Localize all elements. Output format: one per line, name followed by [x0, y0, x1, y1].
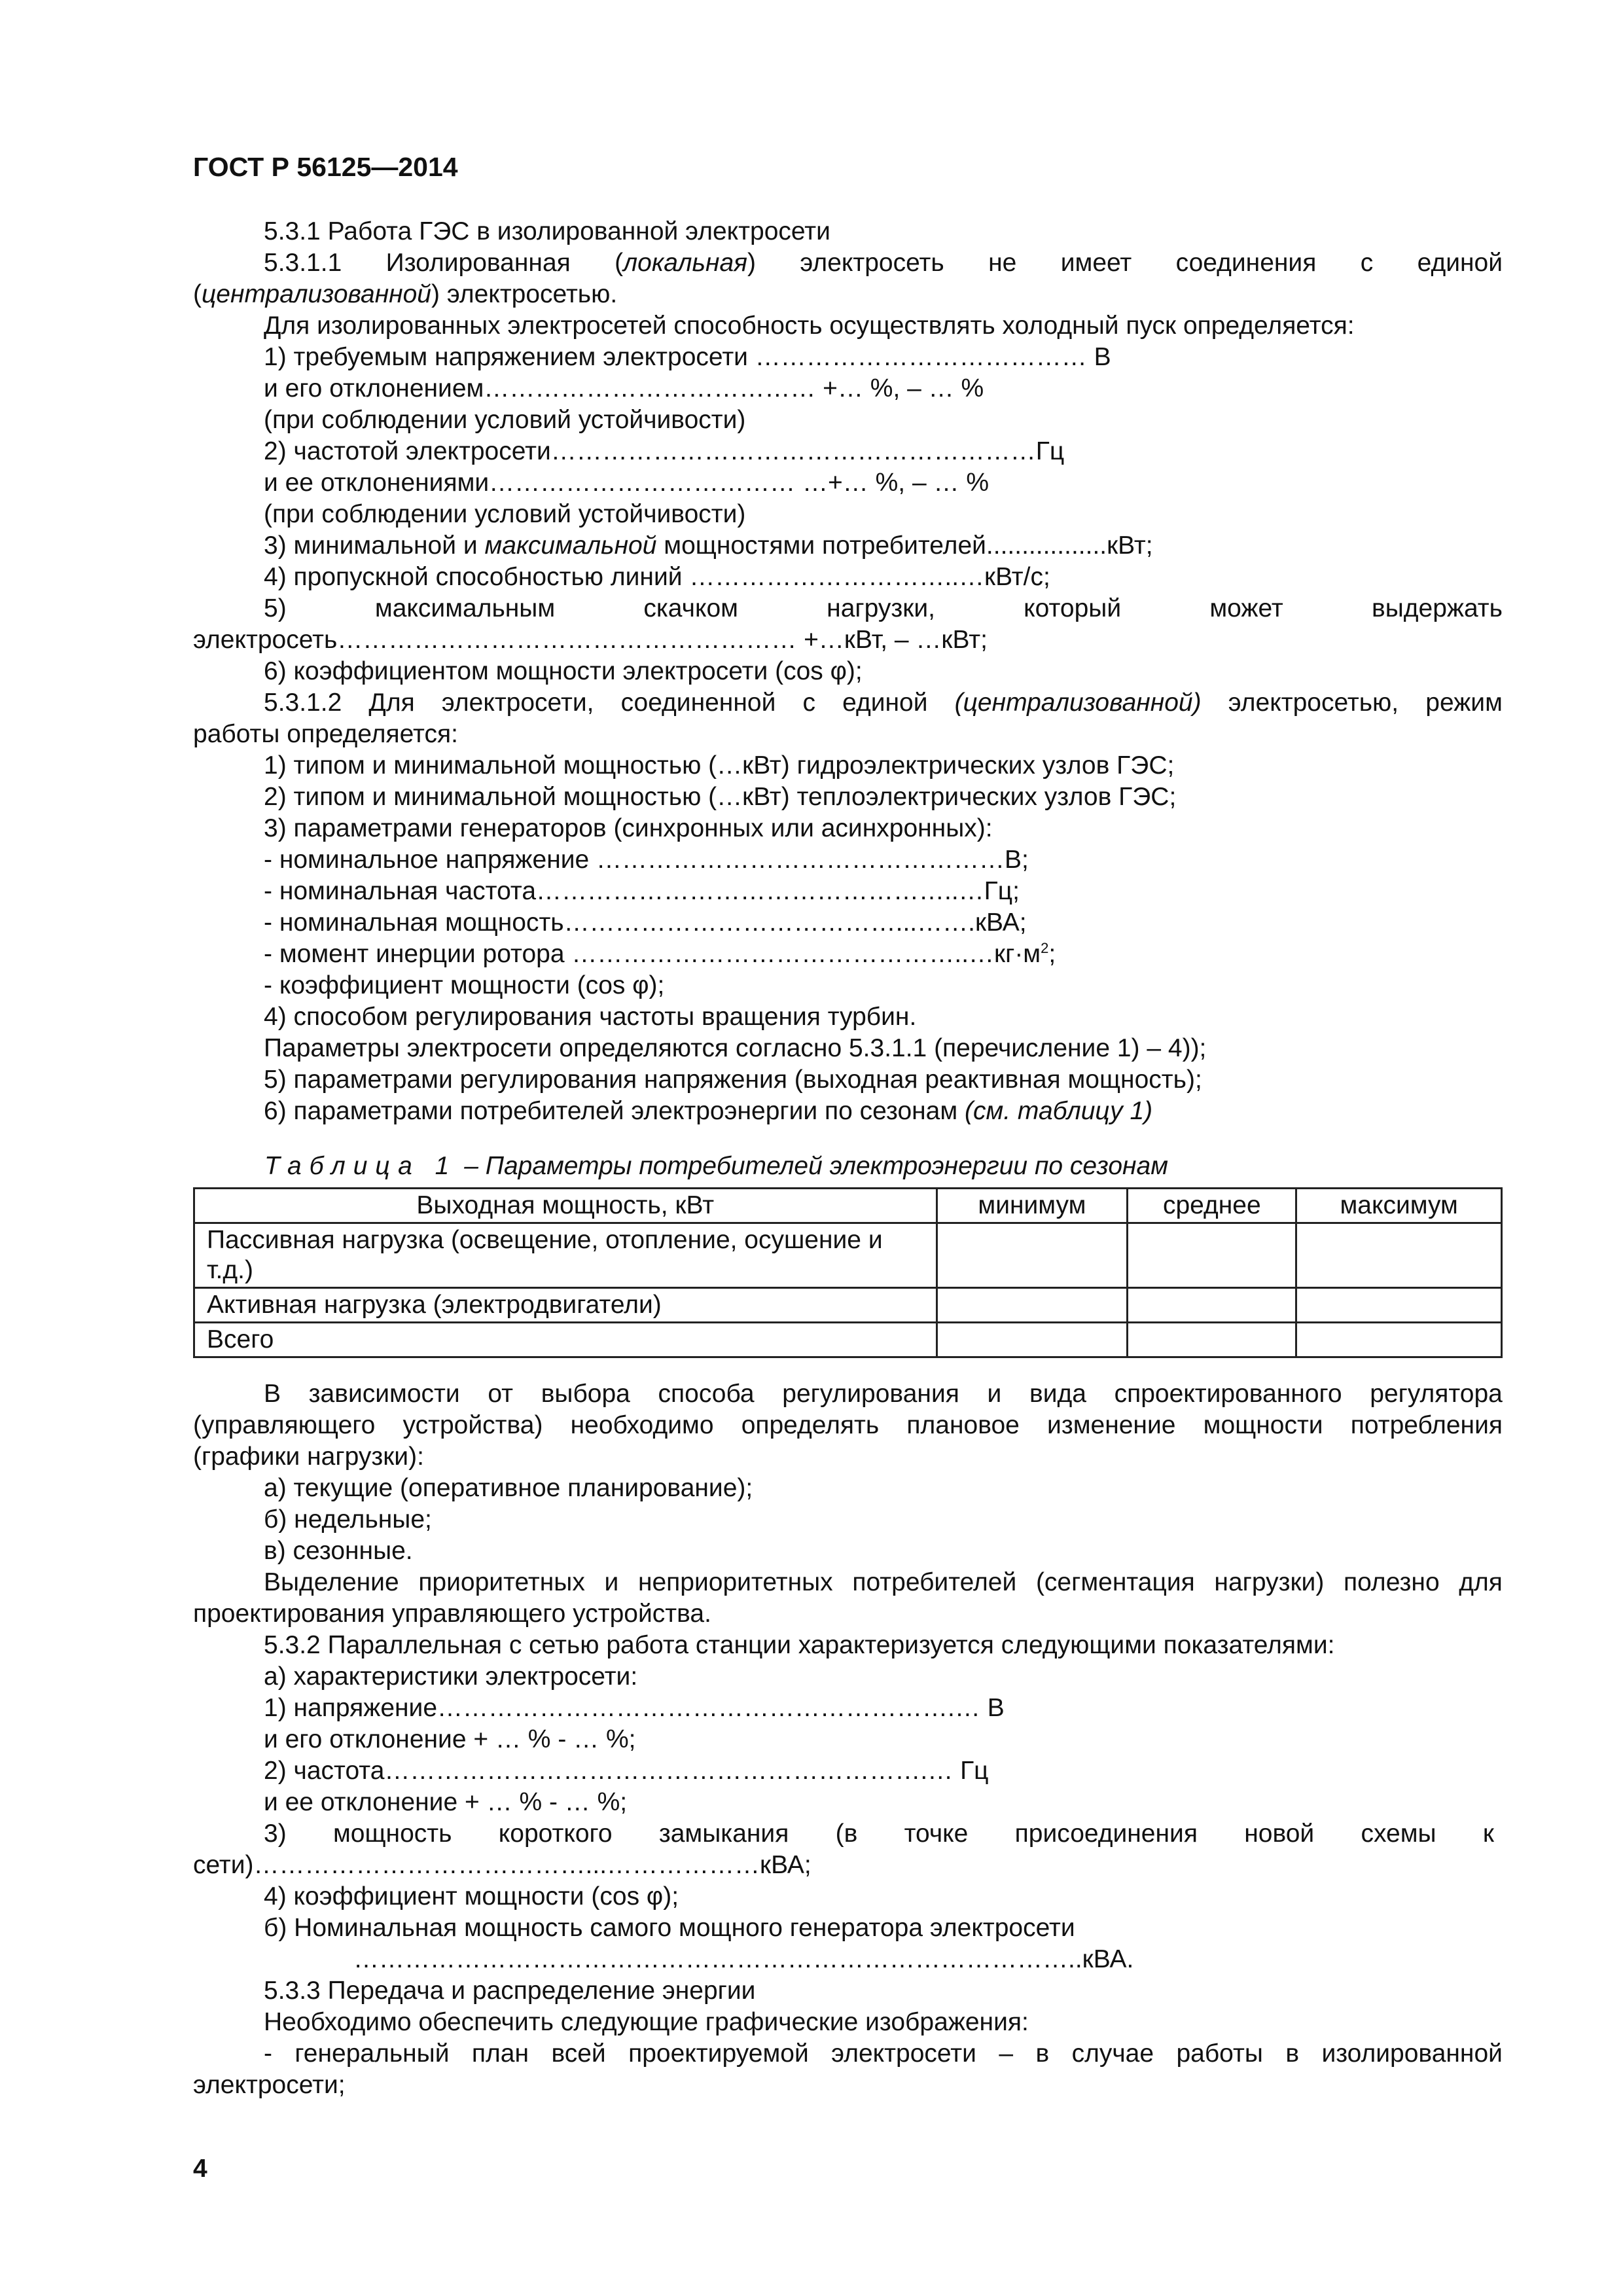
text-line: и ее отклонениями……………………………… …+… %, – … % — [264, 469, 990, 497]
word: генеральный — [294, 2039, 450, 2068]
text-line: 3) параметрами генераторов (синхронных или асинхронных): — [264, 814, 993, 842]
word: (в — [835, 1820, 858, 1848]
word: электросети — [831, 2039, 976, 2068]
text-line — [264, 530, 1153, 562]
word: выбора — [541, 1380, 630, 1408]
text-line: 1) напряжение…………………………………………………….… В — [264, 1694, 1005, 1722]
heading-5-3-2: 5.3.2 Параллельная с сетью работа станции характеризуется следующими показателями: — [264, 1631, 1335, 1659]
word: план — [471, 2039, 529, 2068]
word: 5) — [264, 594, 287, 622]
text: (см. таблицу 1) — [965, 1097, 1153, 1125]
text-line: Параметры электросети определяются согласно 5.3.1.1 (перечисление 1) – 4)); — [264, 1034, 1207, 1062]
page-number: 4 — [193, 2155, 207, 2183]
text-line: в) сезонные. — [264, 1537, 413, 1565]
word: - — [264, 2039, 272, 2068]
text-line: (при соблюдении условий устойчивости) — [264, 500, 746, 528]
word-group — [615, 247, 756, 279]
word: приоритетных — [418, 1568, 585, 1596]
word: Изолированная — [385, 249, 571, 277]
text-line: - коэффициент мощности (cos φ); — [264, 971, 665, 999]
table-row — [194, 1288, 1502, 1323]
text-line: б) Номинальная мощность самого мощного генератора электросети — [264, 1914, 1075, 1942]
text-line: …………………………………………………………………………..кВА. — [353, 1945, 1134, 1973]
text-line-justified — [264, 593, 1503, 624]
text-line: 4) коэффициент мощности (cos φ); — [264, 1882, 679, 1910]
word: неприоритетных — [637, 1568, 833, 1596]
text-line-justified — [193, 1410, 1503, 1441]
word: соединенной — [620, 689, 776, 717]
word: локальная — [623, 249, 747, 277]
word: скачком — [643, 594, 738, 622]
word: с — [802, 689, 815, 717]
word: плановое — [906, 1411, 1020, 1439]
text-line: - номинальная мощность…………………………………...…….кВА; — [264, 908, 1027, 937]
text-line: электросеть……………………………………………… +…кВт, – …кВт; — [193, 626, 988, 654]
table-cell — [1128, 1323, 1296, 1357]
text-line-justified — [264, 1818, 1494, 1850]
text: ; — [1048, 940, 1056, 968]
para-5-3-1-1-line1 — [264, 247, 1503, 279]
header-cell: Выходная мощность, кВт — [194, 1189, 937, 1223]
word: в — [1285, 2039, 1300, 2068]
word: соединения — [1175, 249, 1317, 277]
word: Для — [368, 689, 415, 717]
text: - момент инерции ротора ………………………………………..…кг·м — [264, 940, 1041, 968]
word: (централизованной) — [954, 689, 1202, 717]
word: ) — [747, 249, 756, 277]
text-line: 1) требуемым напряжением электросети ………………………………… В — [264, 343, 1111, 371]
table-cell — [1296, 1223, 1502, 1288]
document-title: ГОСТ Р 56125—2014 — [193, 152, 458, 182]
heading-5-3-1: 5.3.1 Работа ГЭС в изолированной электросети — [264, 217, 830, 245]
caption-label: Таблица 1 — [264, 1152, 457, 1180]
table-cell — [1296, 1288, 1502, 1323]
table-row — [194, 1223, 1502, 1288]
text-line: 2) частотой электросети…………………………………………………Гц — [264, 437, 1065, 465]
text: ) электросетью. — [431, 280, 618, 308]
word: проектируемой — [628, 2039, 809, 2068]
table-cell — [1296, 1323, 1502, 1357]
word: изолированной — [1321, 2039, 1503, 2068]
word: имеет — [1060, 249, 1132, 277]
text-line: и его отклонением………………………………… +… %, – … % — [264, 374, 984, 403]
word: электросети, — [441, 689, 594, 717]
text-line: проектирования управляющего устройства. — [193, 1600, 711, 1628]
word: централизованной — [202, 280, 431, 308]
table-cell: Активная нагрузка (электродвигатели) — [194, 1288, 937, 1323]
word: единой — [842, 689, 928, 717]
word: от — [488, 1380, 514, 1408]
table-cell: Всего — [194, 1323, 937, 1357]
word: и — [987, 1380, 1002, 1408]
text-line: 1) типом и минимальной мощностью (…кВт) гидроэлектрических узлов ГЭС; — [264, 751, 1175, 780]
word: единой — [1417, 249, 1503, 277]
word: потребителей — [852, 1568, 1017, 1596]
superscript: 2 — [1041, 940, 1049, 956]
text: максимальной — [484, 531, 657, 560]
word: необходимо — [570, 1411, 714, 1439]
header-cell: максимум — [1296, 1189, 1502, 1223]
word: к — [1482, 1820, 1494, 1848]
word: режим — [1425, 689, 1503, 717]
text-line — [264, 1096, 1152, 1127]
text-line: а) текущие (оперативное планирование); — [264, 1474, 753, 1502]
text-line: 5) параметрами регулирования напряжения (выходная реактивная мощность); — [264, 1066, 1202, 1094]
text-line: б) недельные; — [264, 1505, 432, 1534]
word: В — [264, 1380, 281, 1408]
table-cell: Пассивная нагрузка (освещение, отопление, осушение и т.д.) — [194, 1223, 937, 1288]
word: нагрузки, — [827, 594, 935, 622]
word: вида — [1029, 1380, 1086, 1408]
word: ( — [615, 249, 624, 277]
text-line: электросети; — [193, 2071, 346, 2099]
word: 5.3.1.2 — [264, 689, 342, 717]
word: регулятора — [1370, 1380, 1503, 1408]
word: для — [1459, 1568, 1503, 1596]
text-line: сети)…………………………………...………………кВА; — [193, 1851, 812, 1879]
word: 3) — [264, 1820, 287, 1848]
word: спроектированного — [1114, 1380, 1342, 1408]
word: точке — [904, 1820, 969, 1848]
text-line: - номинальное напряжение …………………………………………В; — [264, 846, 1029, 874]
word: работы — [1176, 2039, 1263, 2068]
word: регулирования — [782, 1380, 959, 1408]
text-line: Необходимо обеспечить следующие графические изображения: — [264, 2008, 1029, 2036]
word: не — [988, 249, 1017, 277]
word: мощность — [332, 1820, 452, 1848]
text: 6) параметрами потребителей электроэнергии по сезонам — [264, 1097, 965, 1125]
word: который — [1024, 594, 1122, 622]
word: мощности — [1203, 1411, 1323, 1439]
text-line: 2) типом и минимальной мощностью (…кВт) теплоэлектрических узлов ГЭС; — [264, 783, 1177, 811]
text-line: (при соблюдении условий устойчивости) — [264, 406, 746, 434]
word: в — [1035, 2039, 1050, 2068]
word: электросетью, — [1228, 689, 1399, 717]
text-line-justified — [264, 1378, 1503, 1410]
word: (управляющего — [193, 1411, 376, 1439]
heading-5-3-3: 5.3.3 Передача и распределение энергии — [264, 1977, 756, 2005]
table-cell — [936, 1288, 1128, 1323]
table-cell — [936, 1223, 1128, 1288]
word: зависимости — [308, 1380, 460, 1408]
word: нагрузки) — [1214, 1568, 1325, 1596]
text-line: 6) коэффициентом мощности электросети (cos φ); — [264, 657, 863, 685]
text-line-justified — [264, 1567, 1503, 1598]
word: 5.3.1.1 — [264, 249, 342, 277]
table-header-row — [194, 1189, 1502, 1223]
text: 3) минимальной и — [264, 531, 485, 560]
word: изменение — [1047, 1411, 1176, 1439]
word: максимальным — [374, 594, 556, 622]
text-line-justified — [264, 687, 1503, 719]
text-line: - номинальная частота…………………………………………..…Гц; — [264, 877, 1020, 905]
word: может — [1209, 594, 1283, 622]
text-line: 4) пропускной способностью линий …………………………..…кВт/с; — [264, 563, 1050, 591]
text-line: работы определяется: — [193, 720, 458, 748]
caption-text: – Параметры потребителей электроэнергии по сезонам — [457, 1152, 1168, 1180]
word: новой — [1244, 1820, 1315, 1848]
text-line: (графики нагрузки): — [193, 1443, 424, 1471]
word: полезно — [1343, 1568, 1440, 1596]
word: и — [604, 1568, 619, 1596]
word: определять — [741, 1411, 880, 1439]
consumers-table — [193, 1187, 1503, 1358]
header-cell: минимум — [936, 1189, 1128, 1223]
text: мощностями потребителей.................кВт; — [656, 531, 1153, 560]
text-line: 2) частота……………………………………………………….… Гц — [264, 1757, 989, 1785]
word: Выделение — [264, 1568, 399, 1596]
word: с — [1360, 249, 1374, 277]
table-cell — [1128, 1288, 1296, 1323]
text-line: и ее отклонение + … % - … %; — [264, 1788, 628, 1816]
word: устройства) — [402, 1411, 543, 1439]
word: выдержать — [1372, 594, 1503, 622]
text-line: Для изолированных электросетей способность осуществлять холодный пуск определяется: — [264, 312, 1355, 340]
word: схемы — [1361, 1820, 1436, 1848]
word: – — [999, 2039, 1014, 2068]
header-cell: среднее — [1128, 1189, 1296, 1223]
table-cell — [936, 1323, 1128, 1357]
word: электросеть — [800, 249, 944, 277]
text-line-justified — [264, 2038, 1503, 2070]
table-row — [194, 1323, 1502, 1357]
word: способа — [658, 1380, 755, 1408]
word: замыкания — [658, 1820, 789, 1848]
table-cell — [1128, 1223, 1296, 1288]
para-5-3-1-1-line2: (централизованной) электросетью. — [193, 280, 618, 308]
text-line: и его отклонение + … % - … %; — [264, 1725, 636, 1753]
word: потребления — [1350, 1411, 1503, 1439]
word: присоединения — [1014, 1820, 1198, 1848]
word: короткого — [498, 1820, 613, 1848]
text-line: 4) способом регулирования частоты вращения турбин. — [264, 1003, 917, 1031]
text-line — [264, 939, 1056, 970]
word: (сегментация — [1035, 1568, 1195, 1596]
word: случае — [1071, 2039, 1154, 2068]
table-caption — [264, 1151, 1168, 1182]
word: всей — [551, 2039, 606, 2068]
text-line: а) характеристики электросети: — [264, 1662, 638, 1691]
